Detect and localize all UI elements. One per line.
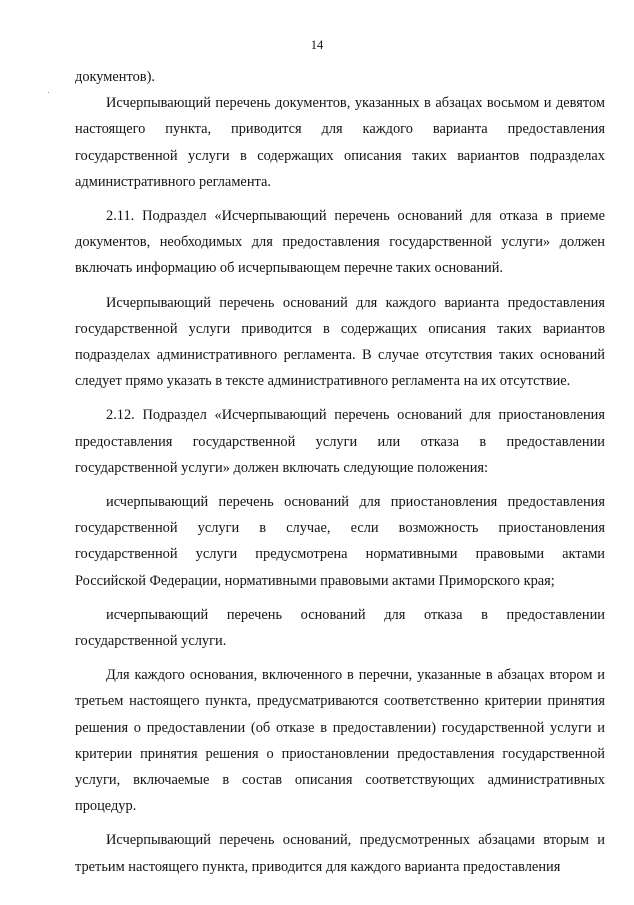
paragraph-document-list: Исчерпывающий перечень документов, указанных в абзацах восьмом и девятом настоящего пункта, приводится для каждого варианта предоставления государственной услуги в содержащих описания таких вариантов подразделах административного регламента.	[75, 95, 605, 190]
paragraph-refusal-list: исчерпывающий перечень оснований для отказа в предоставлении государственной услуги.	[75, 606, 605, 650]
scan-speck	[48, 92, 49, 93]
paragraph-grounds-per-variant: Исчерпывающий перечень оснований, предусмотренных абзацами вторым и третьим настоящего пункта, приводится для каждого варианта предоставления	[75, 832, 605, 875]
paragraph-section-2-12: 2.12. Подраздел «Исчерпывающий перечень оснований для приостановления предоставления государственной услуги или отказа в предоставлении государственной услуги» должен включать следующие положения:	[75, 407, 605, 476]
page-number: 14	[310, 38, 324, 52]
paragraph-suspension-grounds: исчерпывающий перечень оснований для приостановления предоставления государственной услуги в случае, если возможность приостановления государственной услуги предусмотрена нормативными правовыми актами Российской Федерации, нормативными правовыми актами Приморского края;	[75, 494, 605, 589]
document-body	[75, 64, 605, 880]
paragraph-decision-criteria: Для каждого основания, включенного в перечни, указанные в абзацах втором и третьем настоящего пункта, предусматриваются соответственно критерии принятия решения о предоставлении (об отказе в предоставлении) государственной услуги и критерии принятия решения о приостановлении предоставления государственной услуги, включаемые в состав описания соответствующих административных процедур.	[75, 667, 605, 815]
paragraph-refusal-grounds: Исчерпывающий перечень оснований для каждого варианта предоставления государственной услуги приводится в содержащих описания таких вариантов подразделах административного регламента. В случае отсутствия таких оснований следует прямо указать в тексте административного регламента на их отсутствие.	[75, 294, 605, 390]
paragraph-section-2-11: 2.11. Подраздел «Исчерпывающий перечень оснований для отказа в приеме документов, необходимых для предоставления государственной услуги» должен включать информацию об исчерпывающем перечне таких оснований.	[75, 208, 605, 277]
paragraph-continuation: документов).	[75, 69, 155, 85]
